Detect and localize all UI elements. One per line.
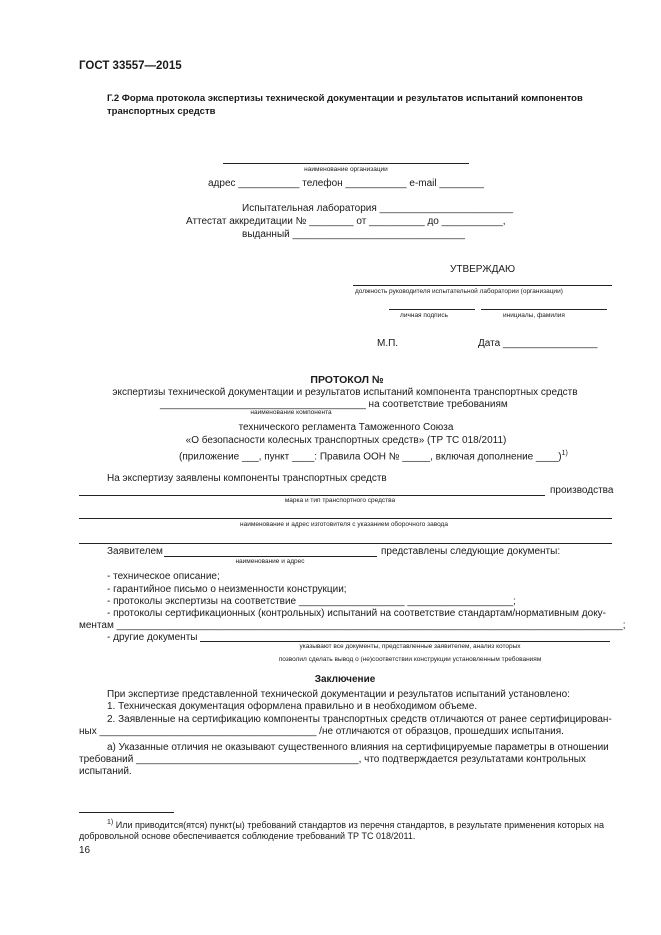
- org-name-caption: наименование организации: [304, 166, 388, 173]
- org-name-line: [223, 163, 469, 164]
- conclusion-p2a: 2. Заявленные на сертификацию компоненты транспортных средств отличаются от ранее сертифицирован-: [107, 714, 612, 725]
- maker-line: [79, 518, 612, 519]
- signature-line: [389, 309, 475, 310]
- regulation-line-2: «О безопасности колесных транспортных средств» (ТР ТС 018/2011): [185, 435, 507, 446]
- initials-caption: инициалы, фамилия: [503, 312, 565, 319]
- applicant-label: Заявителем: [107, 546, 163, 557]
- protocol-title: ПРОТОКОЛ №: [310, 374, 384, 386]
- stamp-place: М.П.: [377, 338, 399, 349]
- other-docs-line: [200, 641, 610, 642]
- regulation-line-1: технического регламента Таможенного Союза: [238, 422, 454, 433]
- signature-caption: личная подпись: [400, 312, 448, 319]
- accreditation-line: Аттестат аккредитации № ________ от __________ до ___________,: [186, 216, 506, 227]
- declared-text: На экспертизу заявлены компоненты транспортных средств: [107, 473, 387, 484]
- regulation-line-3: [179, 448, 568, 463]
- conclusion-p0: При экспертизе представленной технической документации и результатов испытаний установлено:: [107, 689, 570, 700]
- doc-item-2: - гарантийное письмо о неизменности конструкции;: [107, 584, 347, 595]
- approve-label: УТВЕРЖДАЮ: [450, 264, 516, 275]
- doc-item-4b: ментам ___________________________________________________________________________________________;: [79, 620, 626, 631]
- applicant-caption: наименование и адрес: [235, 558, 305, 565]
- brand-caption: марка и тип транспортного средства: [284, 497, 396, 504]
- footnote-ref: 1): [561, 450, 568, 457]
- section-title: Г.2 Форма протокола экспертизы технической документации и результатов испытаний компонентов транспортных средств: [107, 93, 583, 117]
- doc-item-3: - протоколы экспертизы на соответствие ___________________ ___________________;: [107, 596, 516, 607]
- conclusion-p3b: требований ________________________________________, что подтверждается результатами контрольных: [79, 754, 586, 765]
- org-contacts-line: адрес ___________ телефон ___________ e-mail ________: [208, 178, 484, 189]
- position-caption: должность руководителя испытательной лаборатории (организации): [355, 288, 563, 295]
- conclusion-p3c: испытаний.: [79, 766, 132, 777]
- conclusion-p2b: ных _______________________________________ /не отличаются от образцов, прошедших испытания.: [79, 726, 564, 737]
- position-line: [353, 285, 612, 286]
- protocol-subtitle: экспертизы технической документации и результатов испытаний компонента транспортных средств: [112, 387, 578, 398]
- issued-line: выданный _______________________________: [242, 229, 465, 240]
- initials-line: [481, 309, 607, 310]
- footnote: [79, 817, 612, 842]
- footnote-mark: 1): [107, 819, 114, 826]
- page-number: 16: [79, 845, 91, 856]
- conclusion-p1: 1. Техническая документация оформлена правильно и в необходимом объеме.: [107, 701, 478, 712]
- lab-line: Испытательная лаборатория ________________________: [242, 203, 514, 214]
- conclusion-title: Заключение: [314, 674, 376, 685]
- applicant-line: [164, 556, 377, 557]
- blank-line: [79, 543, 612, 544]
- maker-caption: наименование и адрес изготовителя с указанием оборочного завода: [240, 521, 448, 528]
- other-docs-caption-1: указывают все документы, представленные заявителем, анализ которых: [299, 643, 521, 650]
- doc-item-1: - техническое описание;: [107, 571, 220, 582]
- doc-item-4a: - протоколы сертификационных (контрольных) испытаний на соответствие стандартам/нормативным доку-: [107, 608, 607, 619]
- component-line: _____________________________________ на соответствие требованиям: [160, 399, 508, 410]
- production-label: производства: [550, 485, 614, 496]
- regulation-line-3-text: (приложение ___, пункт ____: Правила ООН № _____, включая дополнение ____): [179, 451, 562, 463]
- conclusion-p3a: а) Указанные отличия не оказывают существенного влияния на сертифицируемые параметры в отношении: [107, 742, 609, 753]
- standard-number: ГОСТ 33557—2015: [79, 60, 182, 72]
- footnote-separator: [79, 812, 174, 813]
- footnote-text: Или приводится(ятся) пункт(ы) требований стандартов из перечня стандартов, в результате применения которых на добровольной основе обеспечивается соблюдение требований ТР ТС 018/2011.: [79, 820, 604, 841]
- component-caption: наименование компонента: [250, 409, 332, 416]
- date-field: Дата _________________: [478, 338, 598, 349]
- doc-item-5: - другие документы: [107, 632, 198, 643]
- other-docs-caption-2: позволил сделать вывод о (не)соответствии конструкции установленным требованиям: [278, 656, 542, 663]
- brand-line: [79, 495, 545, 496]
- applicant-docs-label: представлены следующие документы:: [381, 546, 561, 557]
